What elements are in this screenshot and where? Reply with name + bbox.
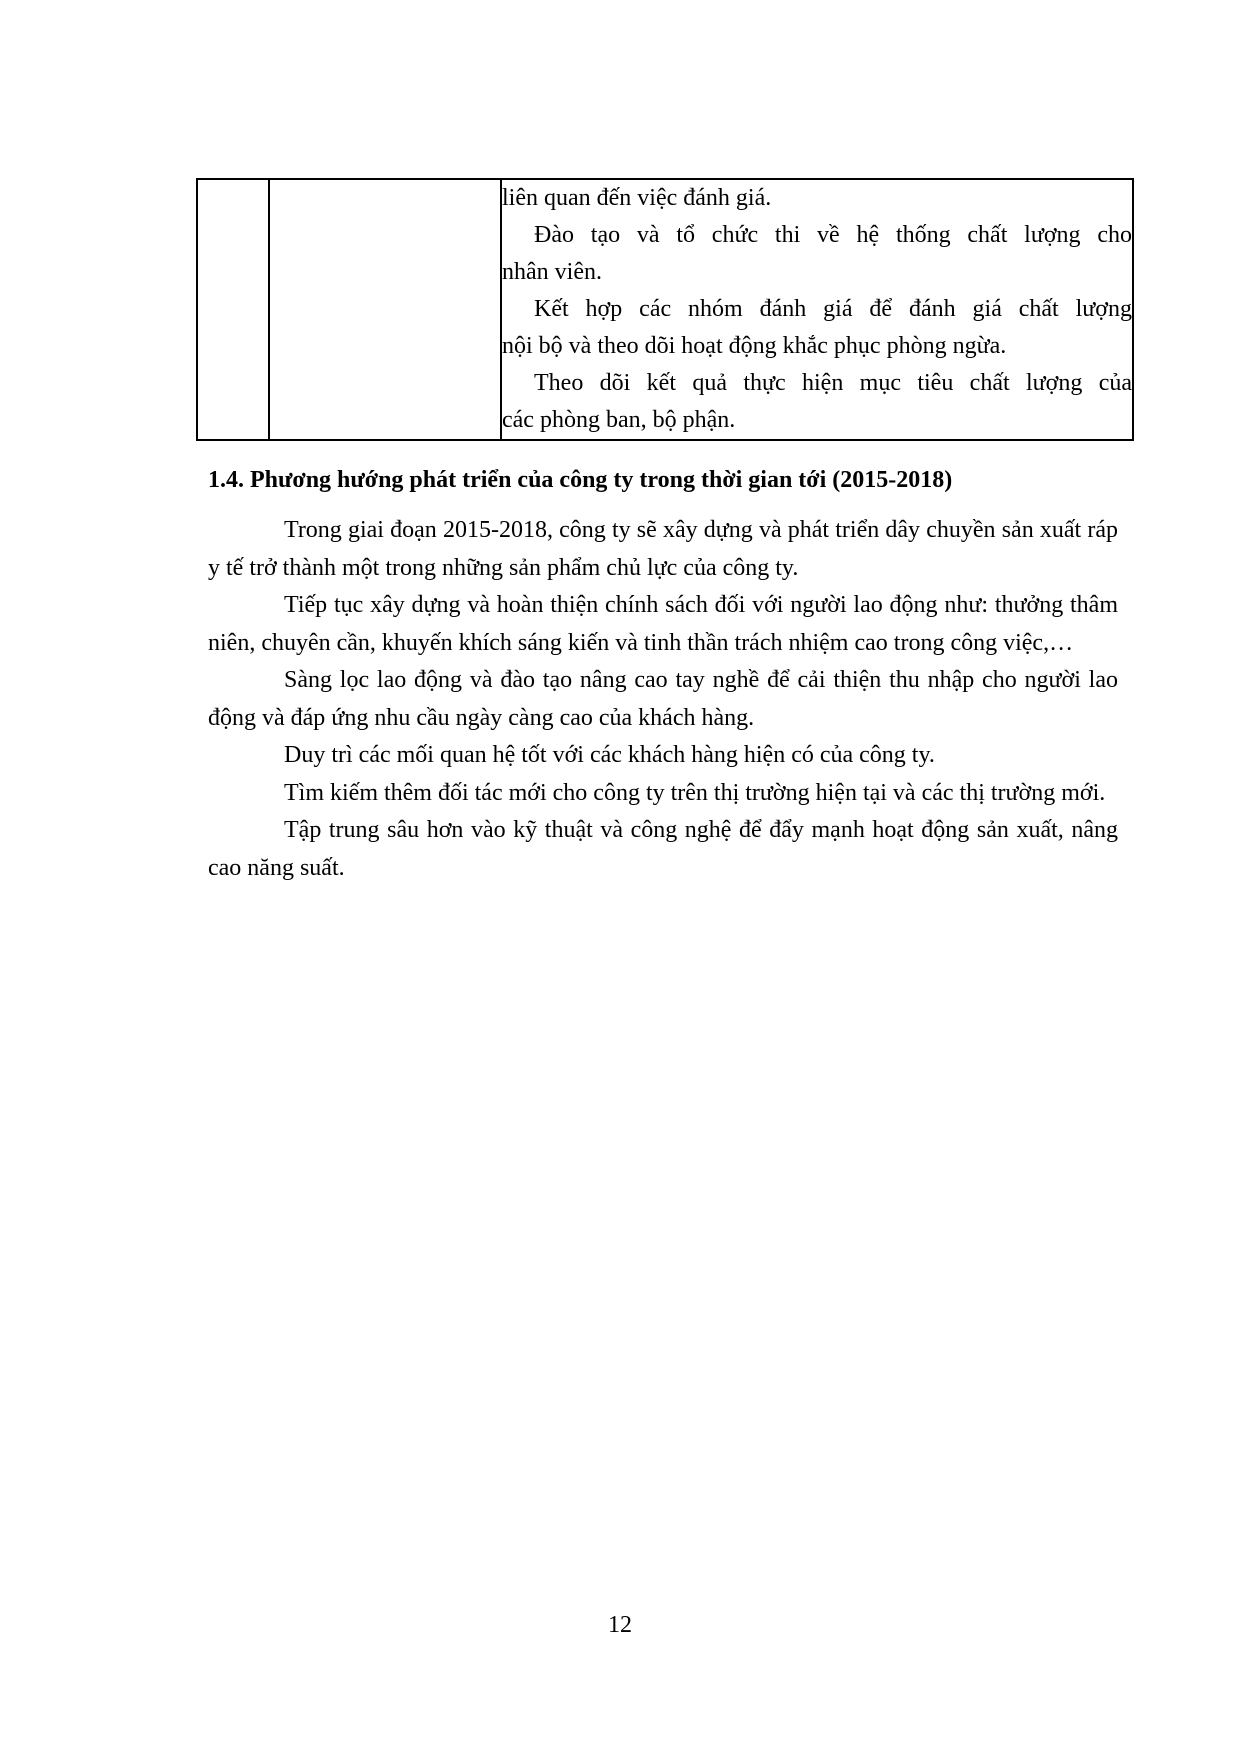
section-heading: 1.4. Phương hướng phát triển của công ty trong thời gian tới (2015-2018) bbox=[208, 467, 953, 493]
continued-table bbox=[196, 178, 1134, 441]
table-cell-index bbox=[197, 179, 269, 440]
table-cell-department bbox=[269, 179, 501, 440]
paragraph: Sàng lọc lao động và đào tạo nâng cao tay nghề để cải thiện thu nhập cho người lao động và đáp ứng nhu cầu ngày càng cao của khách hàng. bbox=[208, 667, 1118, 731]
task-line: Theo dõi kết quả thực hiện mục tiêu chất lượng của bbox=[534, 370, 1132, 396]
task-line: Đào tạo và tổ chức thi về hệ thống chất lượng cho bbox=[534, 222, 1132, 248]
paragraph: Tiếp tục xây dựng và hoàn thiện chính sách đối với người lao động như: thưởng thâm niên, chuyên cần, khuyến khích sáng kiến và tinh thần trách nhiệm cao trong công việc,… bbox=[208, 592, 1118, 656]
paragraph: Duy trì các mối quan hệ tốt với các khách hàng hiện có của công ty. bbox=[284, 742, 935, 768]
task-line: nhân viên. bbox=[502, 259, 602, 285]
task-line: liên quan đến việc đánh giá. bbox=[502, 185, 772, 211]
task-line: các phòng ban, bộ phận. bbox=[502, 407, 736, 433]
page-number: 12 bbox=[608, 1612, 632, 1638]
paragraph: Tìm kiếm thêm đối tác mới cho công ty trên thị trường hiện tại và các thị trường mới. bbox=[284, 779, 1106, 806]
paragraph: Trong giai đoạn 2015-2018, công ty sẽ xây dựng và phát triển dây chuyền sản xuất ráp y tế trở thành một trong những sản phẩm chủ lực của công ty. bbox=[208, 517, 1118, 581]
section-body bbox=[208, 512, 1118, 887]
table-cell-tasks bbox=[501, 179, 1133, 440]
task-line: Kết hợp các nhóm đánh giá để đánh giá chất lượng bbox=[534, 296, 1132, 322]
table-row bbox=[197, 179, 1133, 440]
paragraph: Tập trung sâu hơn vào kỹ thuật và công nghệ để đẩy mạnh hoạt động sản xuất, nâng cao năng suất. bbox=[208, 817, 1118, 881]
task-line: nội bộ và theo dõi hoạt động khắc phục phòng ngừa. bbox=[502, 333, 1007, 359]
